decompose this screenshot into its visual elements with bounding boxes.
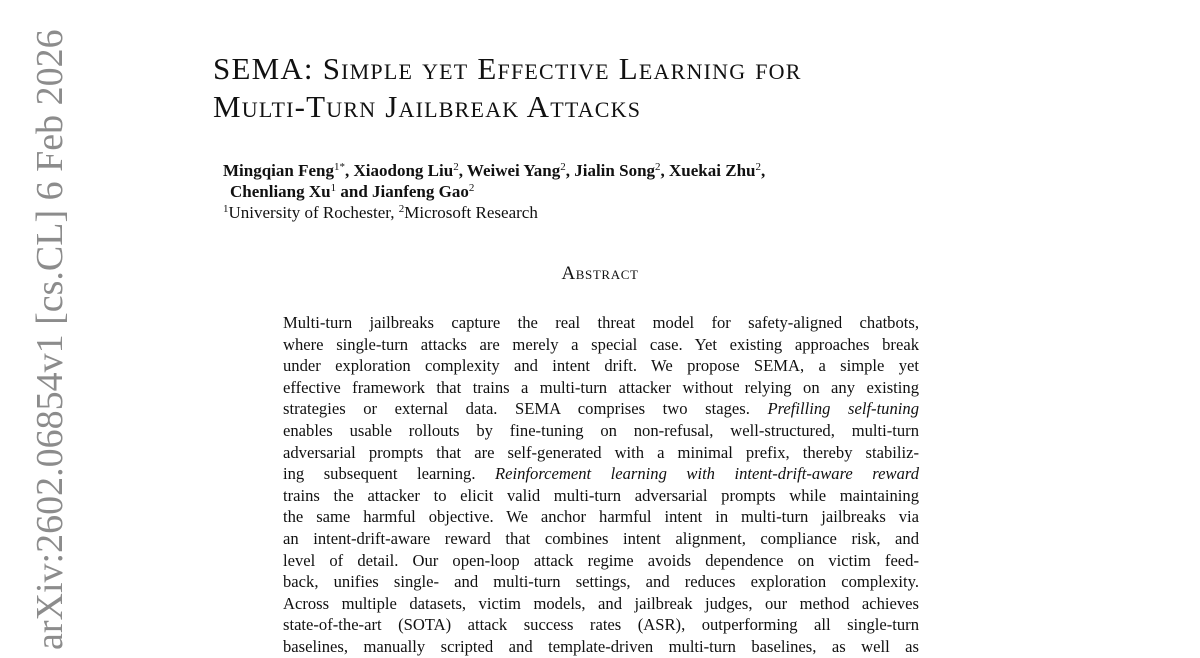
author-affiliation-mark: 1* [334,161,345,173]
author-name: Xiaodong Liu [353,161,454,180]
abstract-line: adversarial prompts that are self-generated with a minimal prefix, thereby stabiliz- [283,442,919,462]
paper-title-line-2: Multi-Turn Jailbreak Attacks [213,89,642,124]
author-block [223,160,943,223]
abstract-line: ing subsequent learning. Reinforcement learning with intent-drift-aware reward [283,464,920,484]
author-affiliation-mark: 2 [560,161,566,173]
abstract-line: effective framework that trains a multi-turn attacker without relying on any existing [283,377,919,397]
author-names-line-1 [223,160,943,181]
author-separator: , [660,161,670,180]
author-affiliation-mark: 1 [330,182,337,194]
affiliation-name: University of Rochester, [228,203,399,222]
abstract-line: enables usable rollouts by fine-tuning on non-refusal, well-structured, multi-turn [283,420,919,440]
abstract-line: back, unifies single- and multi-turn settings, and reduces exploration complexity. [283,572,919,592]
abstract-heading: Abstract [561,263,639,284]
author-affiliation-mark: 2 [468,182,475,194]
affiliation-mark: 1 [223,203,229,215]
author-separator: , [458,161,467,180]
abstract-line: where single-turn attacks are merely a special case. Yet existing approaches break [283,334,919,354]
author-separator: , [345,161,354,180]
author-name: Xuekai Zhu [669,161,756,180]
affiliation-mark: 2 [398,203,405,215]
author-separator: and [336,182,373,201]
arxiv-identifier-text: arXiv:2602.06854v1 [cs.CL] 6 Feb 2026 [29,29,71,650]
paper-title [213,50,1013,126]
author-separator: , [565,161,575,180]
abstract-body [283,312,919,658]
affiliation-name: Microsoft Research [404,203,538,222]
author-affiliation-mark: 2 [453,161,459,173]
author-names-line-2 [223,181,943,202]
affiliations-line [223,202,943,223]
author-affiliation-mark: 2 [655,161,661,173]
author-name: Jialin Song [574,161,656,180]
author-affiliation-mark: 2 [755,161,761,173]
author-name: Weiwei Yang [466,161,561,180]
abstract-line: the same harmful objective. We anchor harmful intent in multi-turn jailbreaks via [283,507,919,527]
paper-title-line-1: SEMA: Simple yet Effective Learning for [213,51,802,86]
abstract-line: an intent-drift-aware reward that combines intent alignment, compliance risk, and [283,528,919,548]
abstract-line: under exploration complexity and intent drift. We propose SEMA, a simple yet [283,356,919,376]
abstract-line: baselines, manually scripted and template-driven multi-turn baselines, as well as [283,636,919,656]
author-name: Mingqian Feng [223,161,334,180]
author-name: Chenliang Xu [230,182,331,201]
author-name: Jianfeng Gao [372,182,469,201]
abstract-line: Multi-turn jailbreaks capture the real threat model for safety-aligned chatbots, [283,313,919,332]
abstract-line: Across multiple datasets, victim models, and jailbreak judges, our method achieves [283,593,919,613]
abstract-line: strategies or external data. SEMA comprises two stages. Prefilling self-tuning [283,399,919,419]
abstract-line: state-of-the-art (SOTA) attack success rates (ASR), outperforming all single-turn [283,615,919,635]
abstract-line: trains the attacker to elicit valid multi-turn adversarial prompts while maintaining [283,485,919,505]
author-separator: , [760,161,766,180]
abstract-line: level of detail. Our open-loop attack regime avoids dependence on victim feed- [283,550,919,570]
